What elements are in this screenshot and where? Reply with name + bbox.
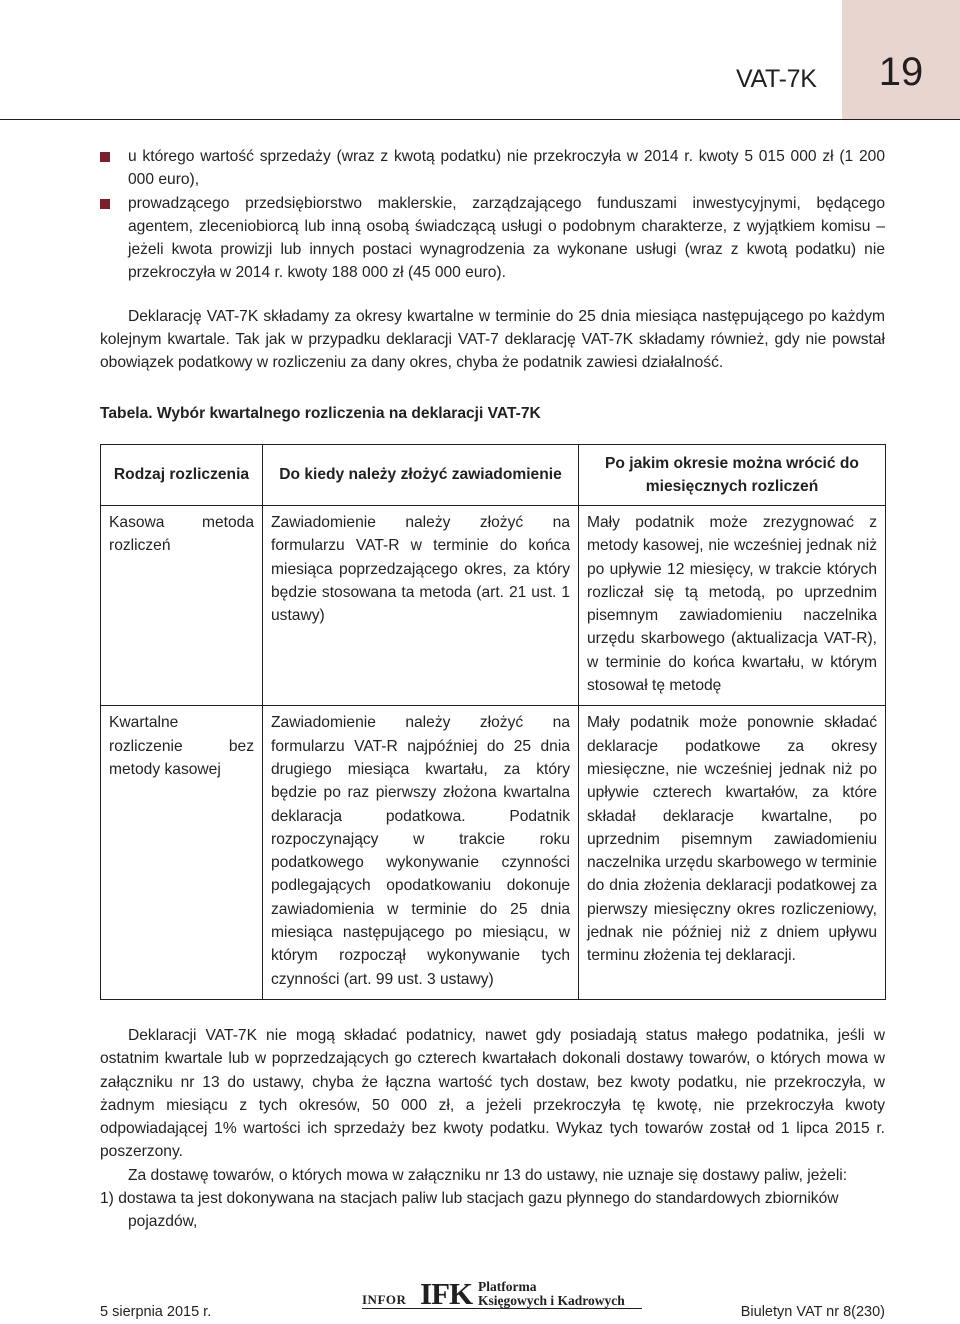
bullet-list [100,145,885,285]
page-content [100,145,885,1234]
page-number: 19 [878,50,924,94]
table-row [101,706,886,1000]
paragraph-fuel-deliveries: Za dostawę towarów, o których mowa w załączniku nr 13 do ustawy, nie uznaje się dostawy paliw, jeżeli: [128,1166,848,1184]
footer-issue: Biuletyn VAT nr 8(230) [740,1304,885,1320]
table-cell: Mały podatnik może ponownie składać deklaracje podatkowe za okresy miesięczne, nie wcześniej jednak niż po upływie czterech kwartałów, za które składał deklaracje kwartalne, po uprzednim pisemnym zawiadomieniu naczelnika urzędu skarbowego w terminie do dnia złożenia deklaracji podatkowej za pierwszy miesięczny okres rozliczeniowy, jednak nie później niż z dniem upływu terminu złożenia tej deklaracji. [579,706,886,1000]
publisher-logo [362,1278,642,1310]
square-bullet-icon [100,199,110,209]
logo-tagline-1: Platforma [478,1279,537,1294]
header-rule [0,119,960,120]
table-row [101,505,886,705]
table-header-cell: Po jakim okresie można wrócić do miesięcznych rozliczeń [579,444,886,505]
numbered-list-item: 1) dostawa ta jest dokonywana na stacjach paliw lub stacjach gazu płynnego do standardowych zbiorników pojazdów, [100,1189,839,1231]
running-header-title: VAT-7K [736,65,817,93]
logo-infor-text: INFOR [362,1292,407,1307]
logo-tagline-2: Księgowych i Kadrowych [478,1293,625,1308]
table-cell: Mały podatnik może zrezygnować z metody kasowej, nie wcześniej jednak niż po upływie 12 miesięcy, w trakcie których rozliczał się tą metodą, po uprzednim pisemnym zawiadomieniu naczelnika urzędu skarbowego (aktualizacja VAT-R), w terminie do końca kwartału, w którym stosował tę metodę [579,505,886,705]
table-header-cell: Rodzaj rozliczenia [101,444,263,505]
table-cell: Kwartalne rozliczenie bez metody kasowej [101,706,263,1000]
table-header-cell: Do kiedy należy złożyć zawiadomienie [263,444,579,505]
bullet-text: prowadzącego przedsiębiorstwo maklerskie, zarządzającego funduszami inwestycyjnymi, będącego agentem, zleceniobiorcą lub inną osobą świadczącą usługi o podobnym charakterze, z wyjątkiem komisu – jeżeli kwota prowizji lub innych postaci wynagrodzenia za wykonane usługi (wraz z kwotą podatku) nie przekroczyła w 2014 r. kwoty 188 000 zł (45 000 euro). [128,194,885,282]
table-header-row [101,444,886,505]
paragraph-vat7k-deadline: Deklarację VAT-7K składamy za okresy kwartalne w terminie do 25 dnia miesiąca następującego po każdym kolejnym kwartale. Tak jak w przypadku deklaracji VAT-7 deklarację VAT-7K składamy również, gdy nie powstał obowiązek podatkowy w rozliczeniu za dany okres, chyba że podatnik zawiesi działalność. [100,307,885,372]
table-cell: Zawiadomienie należy złożyć na formularzu VAT-R w terminie do końca miesiąca poprzedzającego okres, za który będzie stosowana ta metoda (art. 21 ust. 1 ustawy) [263,505,579,705]
table-caption: Tabela. Wybór kwartalnego rozliczenia na deklaracji VAT-7K [100,404,541,422]
bullet-item [100,192,885,285]
logo-ifk-text: IFK [420,1276,473,1311]
paragraph-restrictions: Deklaracji VAT-7K nie mogą składać podatnicy, nawet gdy posiadają status małego podatnika, jeśli w ostatnim kwartale lub w poprzedzających go czterech kwartałach dokonali dostawy towarów, o których mowa w załączniku nr 13 do ustawy, chyba że łączna wartość tych dostaw, bez kwoty podatku, nie przekroczyła, w żadnym miesiącu z tych okresów, 50 000 zł, a jeżeli przekroczyła tę kwotę, nie przekroczyła kwoty odpowiadającej 1% wartości ich sprzedaży bez kwoty podatku. Wykaz tych towarów został od 1 lipca 2015 r. poszerzony. [100,1026,885,1161]
bullet-text: u którego wartość sprzedaży (wraz z kwotą podatku) nie przekroczyła w 2014 r. kwoty 5 015 000 zł (1 200 000 euro), [128,148,885,189]
settlement-table [100,444,886,1000]
bullet-item [100,145,885,192]
logo-underline [362,1308,642,1309]
table-cell: Zawiadomienie należy złożyć na formularzu VAT-R najpóźniej do 25 dnia drugiego miesiąca kwartału, za który będzie po raz pierwszy złożona kwartalna deklaracja podatkowa. Podatnik rozpoczynający w trakcie roku podatkowego wykonywanie czynności podlegających opodatkowaniu dokonuje zawiadomienia w terminie do 25 dnia miesiąca następującego po miesiącu, w którym rozpoczął wykonywanie tych czynności (art. 99 ust. 3 ustawy) [263,706,579,1000]
table-cell: Kasowa metoda rozliczeń [101,505,263,705]
footer-date: 5 sierpnia 2015 r. [100,1304,212,1320]
page-number-box [842,0,960,120]
square-bullet-icon [100,152,110,162]
